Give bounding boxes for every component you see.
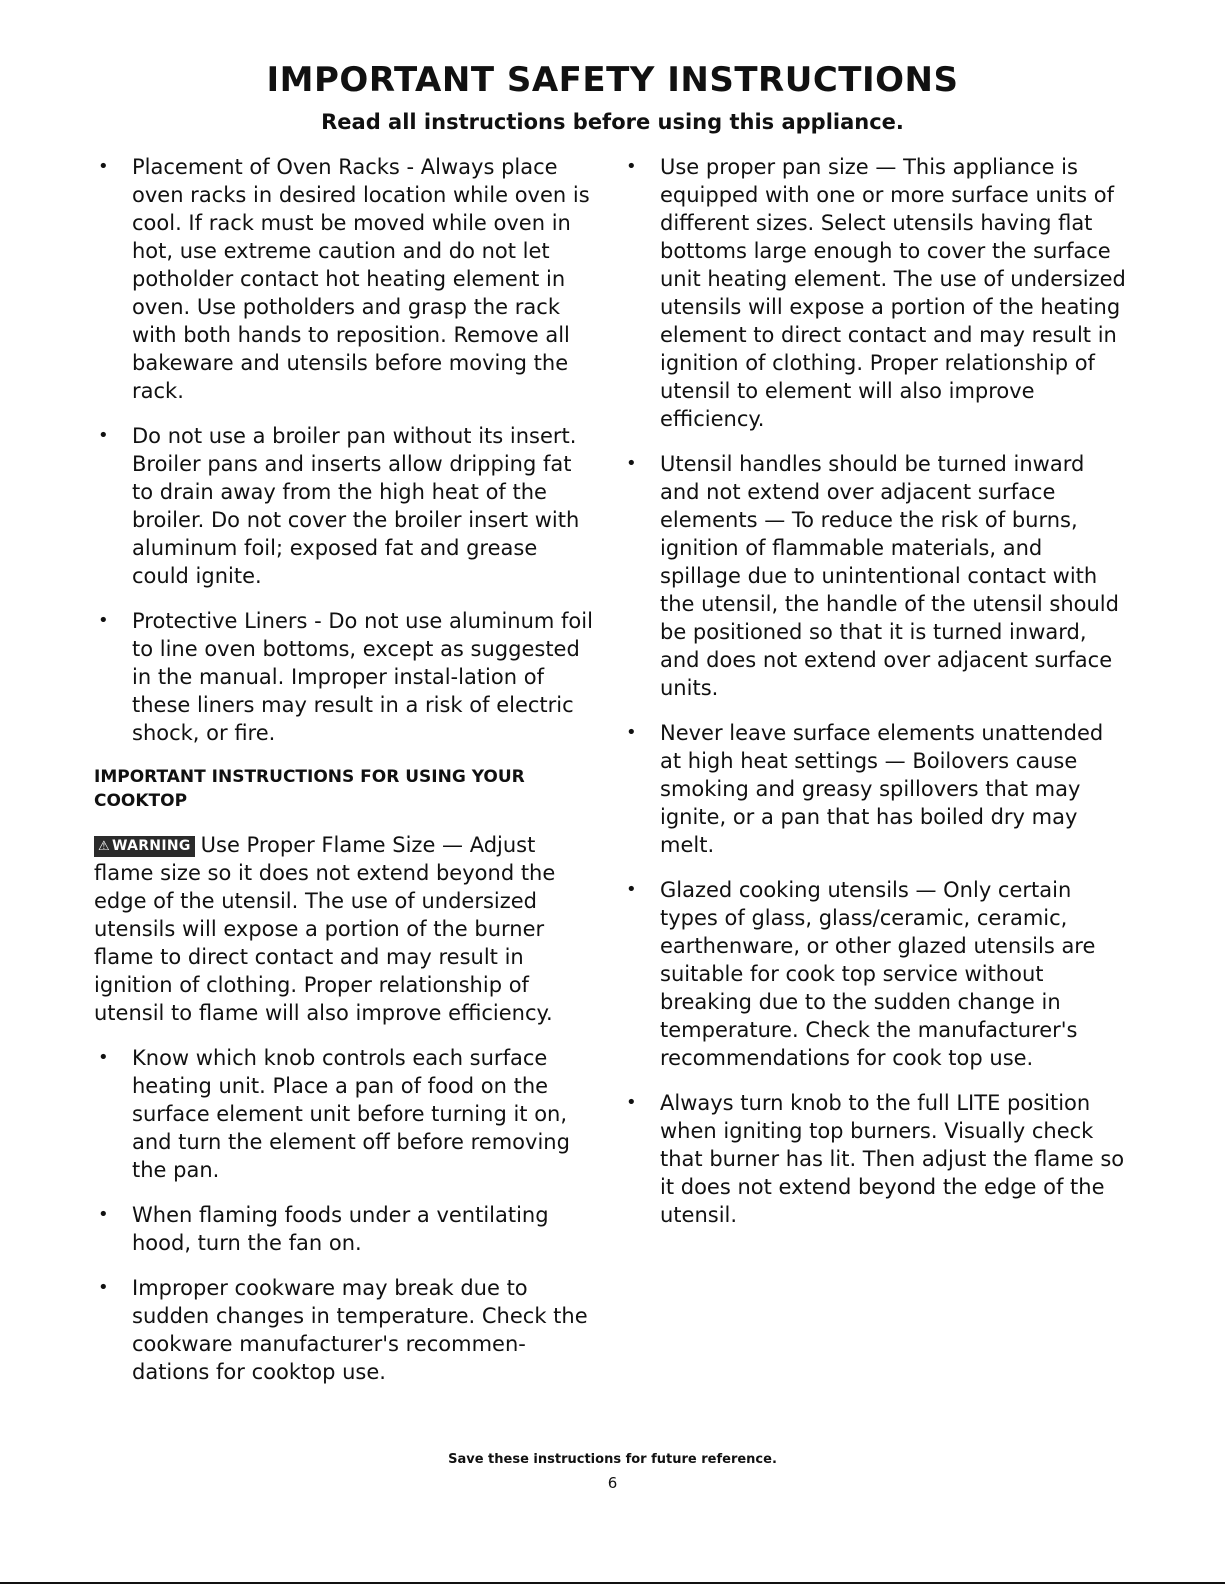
section-heading: IMPORTANT INSTRUCTIONS FOR USING YOUR COOKTOP (94, 767, 525, 811)
list-item-text: Know which knob controls each surface heating unit. Place a pan of food on the surface element unit before turning it on, and turn the element off before removing the pan. (132, 1046, 570, 1182)
bullet-icon: • (98, 156, 109, 177)
bullet-icon: • (626, 1092, 637, 1113)
list-item (622, 1089, 1127, 1229)
list-item-text: Use proper pan size — This appliance is equipped with one or more surface units of different sizes. Select utensils having flat bottoms large enough to cover the surface unit heating element. The use of undersized utensils will expose a portion of the heating element to direct contact and may result in ignition of clothing. Proper relationship of utensil to element will also improve efficiency. (660, 155, 1126, 431)
right-column (622, 153, 1127, 1246)
warning-triangle-icon: ⚠ (98, 839, 110, 854)
list-item (94, 1201, 594, 1257)
list-item (94, 153, 594, 405)
list-item (94, 607, 594, 747)
list-item-text: Never leave surface elements unattended at high heat settings — Boilovers cause smoking and greasy spillovers that may ignite, or a pan that has boiled dry may melt. (660, 721, 1104, 857)
list-item (94, 422, 594, 590)
list-item (94, 1274, 594, 1386)
warning-text: Use Proper Flame Size — Adjust flame size so it does not extend beyond the edge of the utensil. The use of undersized utensils will expose a portion of the burner flame to direct contact and may result in ignition of clothing. Proper relationship of utensil to flame will also improve efficiency. (94, 833, 556, 1025)
left-bullet-list-bottom (94, 1044, 594, 1386)
bullet-icon: • (626, 156, 637, 177)
list-item-text: Improper cookware may break due to sudden changes in temperature. Check the cookware manufacturer's recommen-dations for cooktop use. (132, 1276, 588, 1384)
list-item-text: Glazed cooking utensils — Only certain types of glass, glass/ceramic, ceramic, earthenware, or other glazed utensils are suitable for cook top service without breaking due to the sudden change in temperature. Check the manufacturer's recommendations for cook top use. (660, 878, 1096, 1070)
left-column (94, 153, 594, 1403)
bullet-icon: • (98, 610, 109, 631)
left-bullet-list-top (94, 153, 594, 747)
footer-note: Save these instructions for future reference. (448, 1452, 777, 1467)
list-item-text: Always turn knob to the full LITE position when igniting top burners. Visually check that burner has lit. Then adjust the flame so it does not extend beyond the edge of the utensil. (660, 1091, 1125, 1227)
list-item-text: When flaming foods under a ventilating hood, turn the fan on. (132, 1203, 549, 1255)
warning-badge-label: WARNING (111, 838, 191, 854)
bullet-icon: • (98, 425, 109, 446)
right-bullet-list (622, 153, 1127, 1229)
warning-badge (94, 836, 195, 857)
bullet-icon: • (98, 1277, 109, 1298)
warning-paragraph (94, 831, 594, 1027)
list-item-text: Protective Liners - Do not use aluminum foil to line oven bottoms, except as suggested in the manual. Improper instal-lation of these liners may result in a risk of electric shock, or fire. (132, 609, 593, 745)
bullet-icon: • (626, 722, 637, 743)
bullet-icon: • (98, 1047, 109, 1068)
bullet-icon: • (626, 453, 637, 474)
bullet-icon: • (626, 879, 637, 900)
list-item (622, 719, 1127, 859)
list-item-text: Placement of Oven Racks - Always place oven racks in desired location while oven is cool. If rack must be moved while oven in hot, use extreme caution and do not let potholder contact hot heating element in oven. Use potholders and grasp the rack with both hands to reposition. Remove all bakeware and utensils before moving the rack. (132, 155, 590, 403)
list-item-text: Utensil handles should be turned inward and not extend over adjacent surface elements — To reduce the risk of burns, ignition of flammable materials, and spillage due to unintentional contact with the utensil, the handle of the utensil should be positioned so that it is turned inward, and does not extend over adjacent surface units. (660, 452, 1119, 700)
list-item (622, 876, 1127, 1072)
list-item (622, 153, 1127, 433)
list-item-text: Do not use a broiler pan without its insert. Broiler pans and inserts allow dripping fat to drain away from the high heat of the broiler. Do not cover the broiler insert with aluminum foil; exposed fat and grease could ignite. (132, 424, 580, 588)
list-item (94, 1044, 594, 1184)
page-number: 6 (607, 1474, 618, 1492)
page-title: IMPORTANT SAFETY INSTRUCTIONS (266, 60, 959, 100)
bullet-icon: • (98, 1204, 109, 1225)
page-subtitle: Read all instructions before using this appliance. (321, 110, 904, 134)
list-item (622, 450, 1127, 702)
bottom-divider (0, 1582, 1225, 1584)
